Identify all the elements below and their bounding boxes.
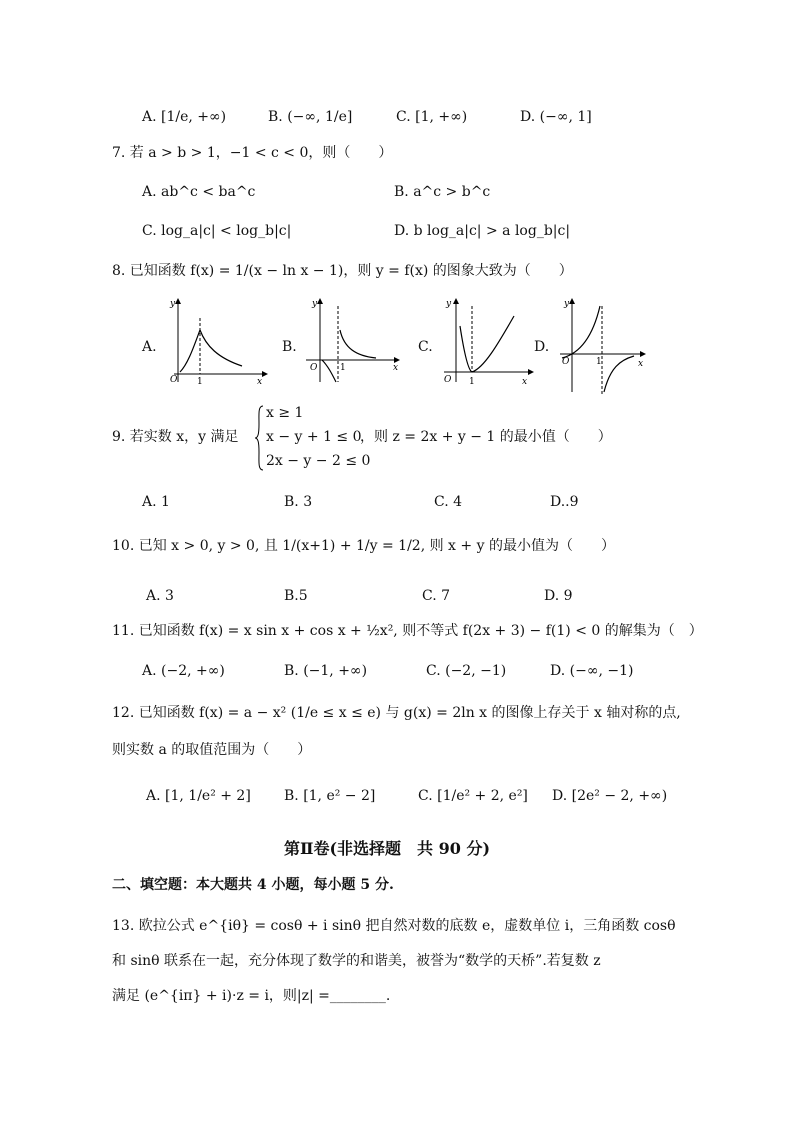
q8-label-a: A.	[142, 339, 157, 355]
q8-stem: 8. 已知函数 f(x) = 1/(x − ln x − 1)，则 y = f(x) 的图象大致为（ ）	[112, 263, 573, 279]
q8-origin-c: O	[444, 375, 452, 385]
q8-axis-x-d: x	[638, 359, 644, 369]
q10-option-c: C. 7	[422, 588, 451, 604]
q8-axis-y-b: y	[312, 299, 318, 309]
q8-tick-one-d: 1	[596, 357, 602, 367]
q6-option-d: D. (−∞, 1]	[520, 109, 592, 125]
q7-option-a: A. ab^c < ba^c	[142, 184, 256, 200]
q6-option-c: C. [1, +∞)	[396, 109, 468, 125]
q13-line2: 和 sinθ 联系在一起，充分体现了数学的和谐美，被誉为“数学的天桥”.若复数 z	[112, 953, 601, 969]
q7-stem: 7. 若 a > b > 1，−1 < c < 0，则（ ）	[112, 145, 393, 161]
q11-stem: 11. 已知函数 f(x) = x sin x + cos x + ½x², 则不等式 f(2x + 3) − f(1) < 0 的解集为（ ）	[112, 623, 703, 639]
q12-stem-line2: 则实数 a 的取值范围为（ ）	[112, 742, 312, 758]
q10-option-b: B.5	[284, 588, 308, 604]
q9-option-a: A. 1	[142, 494, 170, 510]
q8-axis-y-c: y	[446, 299, 452, 309]
section-2-heading: 二、填空题：本大题共 4 小题，每小题 5 分.	[112, 877, 394, 893]
q6-option-a: A. [1/e, +∞)	[142, 109, 227, 125]
q13-line3: 满足 (e^{iπ} + i)·z = i，则|z| =________.	[112, 988, 391, 1004]
q8-origin-a: O	[170, 375, 178, 385]
q6-option-b: B. (−∞, 1/e]	[268, 109, 353, 125]
q8-tick-one-c: 1	[469, 377, 475, 386]
q11-option-b: B. (−1, +∞)	[284, 663, 368, 679]
q9-option-c: C. 4	[434, 494, 463, 510]
q11-option-c: C. (−2, −1)	[426, 663, 507, 679]
section-2-title: 第Ⅱ卷(非选择题 共 90 分)	[284, 839, 491, 858]
q10-stem: 10. 已知 x > 0, y > 0, 且 1/(x+1) + 1/y = 1/2, 则 x + y 的最小值为（ ）	[112, 538, 615, 554]
q8-tick-one-a: 1	[197, 377, 203, 386]
q12-stem-line1: 12. 已知函数 f(x) = a − x² (1/e ≤ x ≤ e) 与 g(x) = 2ln x 的图像上存关于 x 轴对称的点,	[112, 705, 681, 721]
q8-axis-y-a: y	[170, 299, 176, 309]
q8-axis-x-c: x	[522, 377, 528, 386]
q12-option-d: D. [2e² − 2, +∞)	[552, 788, 668, 804]
q12-option-b: B. [1, e² − 2]	[284, 788, 376, 804]
q7-option-c: C. log_a|c| < log_b|c|	[142, 223, 292, 239]
q11-option-a: A. (−2, +∞)	[142, 663, 225, 679]
q9-condition-3: 2x − y − 2 ≤ 0	[266, 453, 371, 469]
q8-label-d: D.	[534, 339, 550, 355]
q8-label-c: C.	[418, 339, 433, 355]
q9-brace	[254, 404, 264, 472]
q8-label-b: B.	[282, 339, 297, 355]
q8-axis-x-a: x	[257, 377, 263, 386]
q13-line1: 13. 欧拉公式 e^{iθ} = cosθ + i sinθ 把自然对数的底数 e，虚数单位 i，三角函数 cosθ	[112, 918, 676, 934]
q9-condition-2: x − y + 1 ≤ 0	[266, 429, 362, 445]
q7-option-d: D. b log_a|c| > a log_b|c|	[394, 223, 571, 239]
q9-stem-post: ，则 z = 2x + y − 1 的最小值（ ）	[360, 429, 612, 445]
q12-option-c: C. [1/e² + 2, e²]	[418, 788, 528, 804]
q8-axis-x-b: x	[393, 363, 399, 373]
q8-tick-one-b: 1	[340, 363, 346, 373]
q8-graph-c	[436, 296, 544, 386]
q9-condition-1: x ≥ 1	[266, 405, 304, 421]
q10-option-d: D. 9	[544, 588, 573, 604]
q8-graph-b	[300, 296, 408, 386]
q8-graph-a	[162, 296, 270, 386]
q9-option-d: D..9	[550, 494, 579, 510]
q10-option-a: A. 3	[146, 588, 174, 604]
q9-stem-pre: 9. 若实数 x，y 满足	[112, 429, 239, 445]
q11-option-d: D. (−∞, −1)	[550, 663, 634, 679]
q8-axis-y-d: y	[564, 299, 570, 309]
q7-option-b: B. a^c > b^c	[394, 184, 491, 200]
q8-origin-b: O	[310, 363, 318, 373]
q8-graph-d	[556, 296, 652, 396]
q12-option-a: A. [1, 1/e² + 2]	[146, 788, 251, 804]
q8-origin-d: O	[562, 357, 570, 367]
q9-option-b: B. 3	[284, 494, 313, 510]
